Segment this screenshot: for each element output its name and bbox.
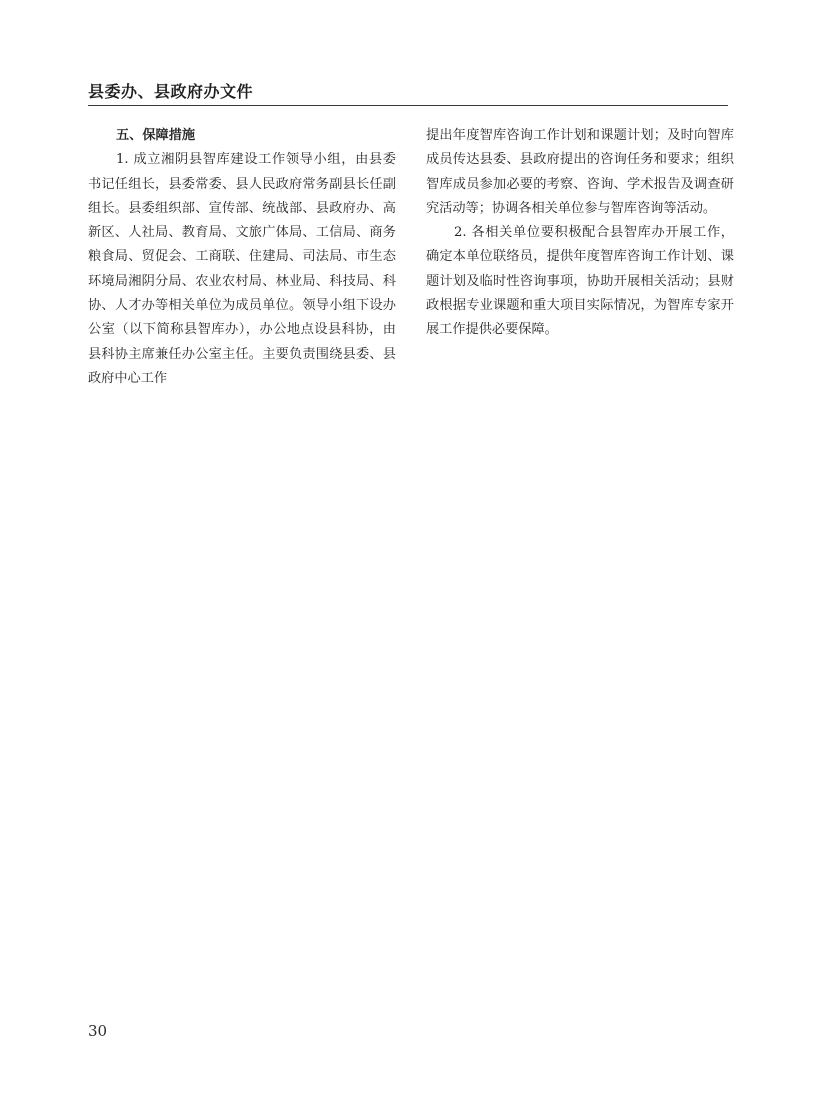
running-header-title: 县委办、县政府办文件 xyxy=(88,82,254,101)
page-number: 30 xyxy=(88,1022,108,1040)
paragraph-measure-2: 2. 各相关单位要积极配合县智库办开展工作，确定本单位联络员，提供年度智库咨询工作计划、课题计划及临时性咨询事项，协助开展相关活动；县财政根据专业课题和重大项目实际情况，为智库专家开展工作提供必要保障。 xyxy=(426,225,734,338)
paragraph-measure-1: 1. 成立湘阴县智库建设工作领导小组，由县委书记任组长，县委常委、县人民政府常务副县长任副组长。县委组织部、宣传部、统战部、县政府办、高新区、人社局、教育局、文旅广体局、工信局、商务粮食局、贸促会、工商联、住建局、司法局、市生态环境局湘阴分局、农业农村局、林业局、科技局、科协、人才办等相关单位为成员单位。领导小组下设办公室（以下简称县智库办），办公地点设县科协，由县科协主席兼任办公室主任。主要负责围绕县委、县政府中心工作 xyxy=(88,152,396,386)
paragraph-measure-1-continued: 提出年度智库咨询工作计划和课题计划；及时向智库成员传达县委、县政府提出的咨询任务和要求；组织智库成员参加必要的考察、咨询、学术报告及调查研究活动等；协调各相关单位参与智库咨询等活动。 xyxy=(426,128,734,216)
left-column xyxy=(88,124,396,391)
right-column xyxy=(426,124,734,343)
running-header xyxy=(88,76,728,106)
section-heading: 五、保障措施 xyxy=(116,128,196,143)
